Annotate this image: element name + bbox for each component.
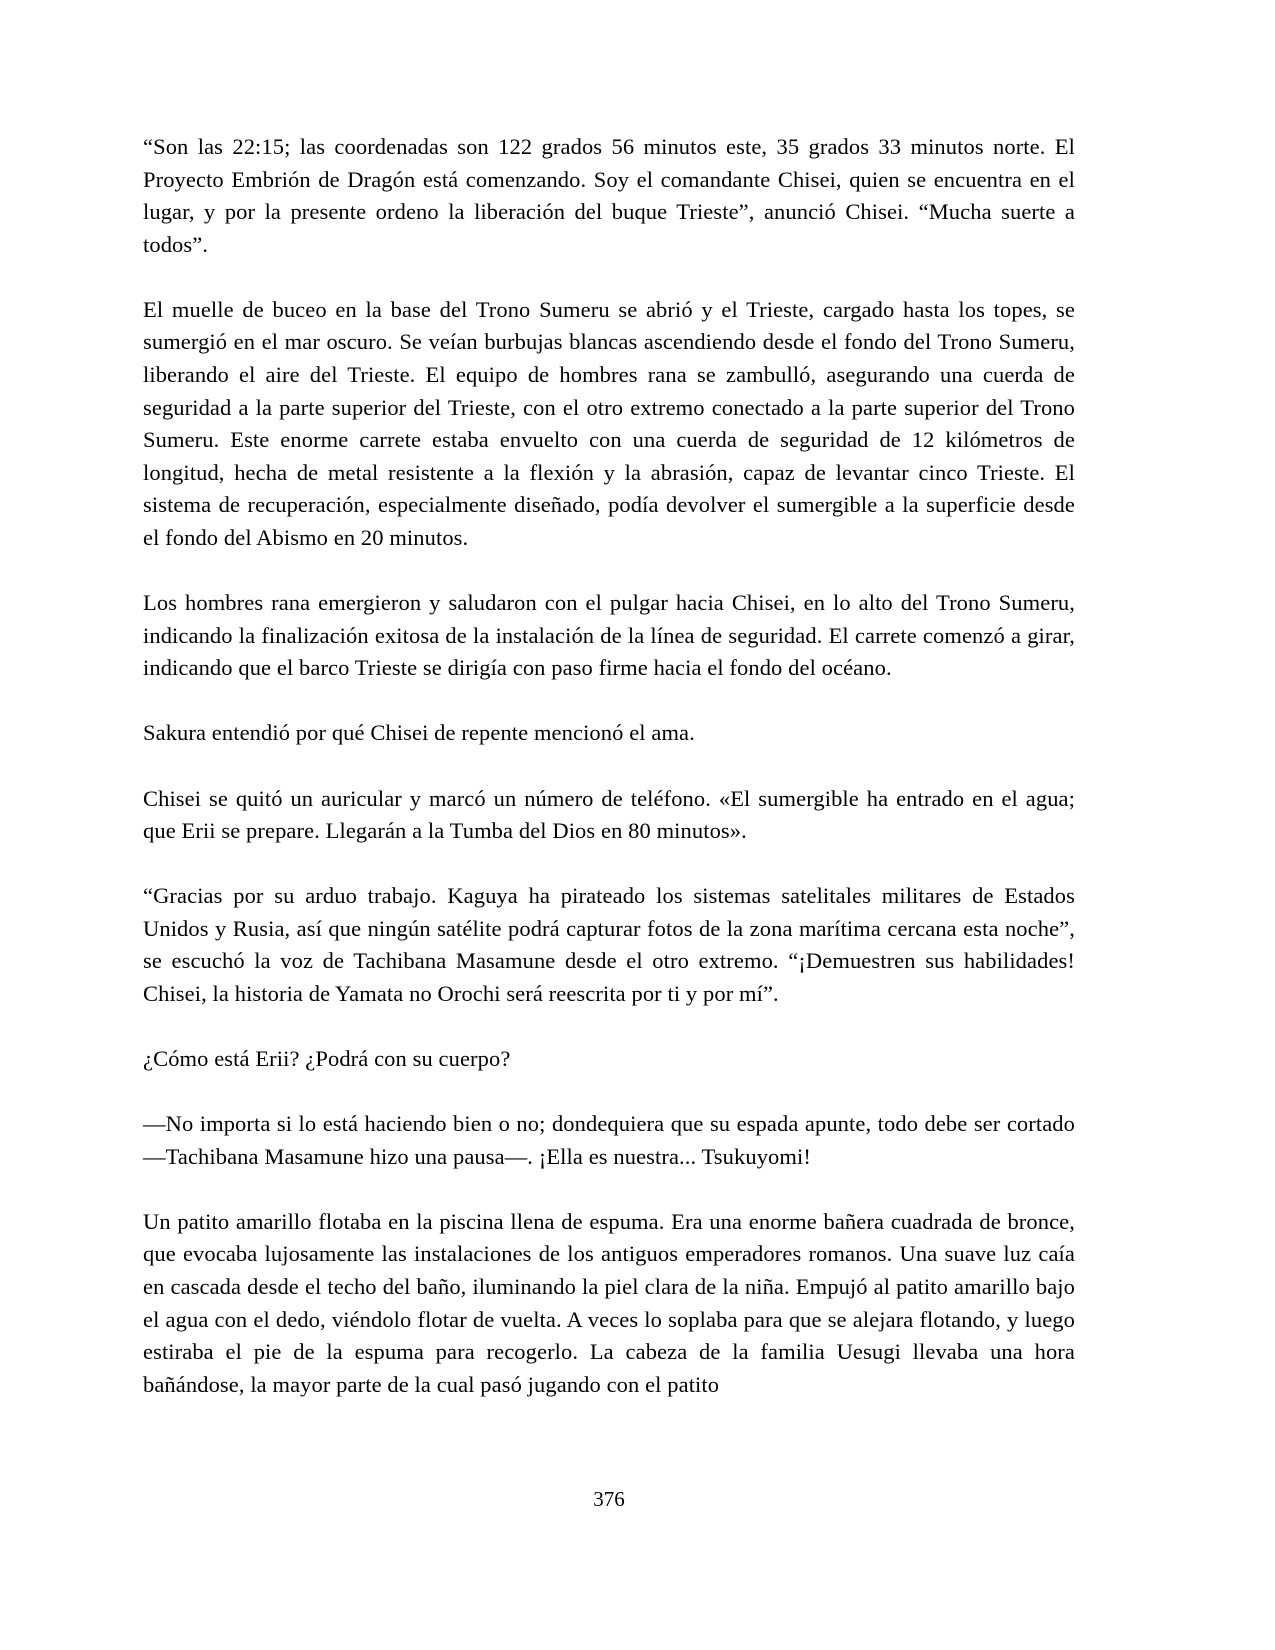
text-content [143,131,1075,1434]
paragraph: Chisei se quitó un auricular y marcó un número de teléfono. «El sumergible ha entrado en el agua; que Erii se prepare. Llegarán a la Tumba del Dios en 80 minutos». [143,785,1075,844]
paragraph: —No importa si lo está haciendo bien o no; dondequiera que su espada apunte, todo debe ser cortado —Tachibana Masamune hizo una pausa—. ¡Ella es nuestra... Tsukuyomi! [143,1111,1075,1169]
paragraph: “Gracias por su arduo trabajo. Kaguya ha pirateado los sistemas satelitales militares de Estados Unidos y Rusia, así que ningún satélite podrá capturar fotos de la zona marítima cercana esta noche”, se escuchó la voz de Tachibana Masamune desde el otro extremo. “¡Demuestren sus habilidades! Chisei, la historia de Yamata no Orochi será reescrita por ti y por mí”. [143,883,1075,1006]
paragraph: Un patito amarillo flotaba en la piscina llena de espuma. Era una enorme bañera cuadrada de bronce, que evocaba lujosamente las instalaciones de los antiguos emperadores romanos. Una suave luz caía en cascada desde el techo del baño, iluminando la piel clara de la niña. Empujó al patito amarillo bajo el agua con el dedo, viéndolo flotar de vuelta. A veces lo soplaba para que se alejara flotando, y luego estiraba el pie de la espuma para recogerlo. La cabeza de la familia Uesugi llevaba una hora bañándose, la mayor parte de la cual pasó jugando con el patito [143,1208,1075,1397]
page-number: 376 [593,1487,625,1511]
paragraph: ¿Cómo está Erii? ¿Podrá con su cuerpo? [143,1046,511,1072]
paragraph: Sakura entendió por qué Chisei de repente mencionó el ama. [143,720,695,746]
paragraph: El muelle de buceo en la base del Trono Sumeru se abrió y el Trieste, cargado hasta los topes, se sumergió en el mar oscuro. Se veían burbujas blancas ascendiendo desde el fondo del Trono Sumeru, liberando el aire del Trieste. El equipo de hombres rana se zambulló, asegurando una cuerda de seguridad a la parte superior del Trieste, con el otro extremo conectado a la parte superior del Trono Sumeru. Este enorme carrete estaba envuelto con una cuerda de seguridad de 12 kilómetros de longitud, hecha de metal resistente a la flexión y la abrasión, capaz de levantar cinco Trieste. El sistema de recuperación, especialmente diseñado, podía devolver el sumergible a la superficie desde el fondo del Abismo en 20 minutos. [143,296,1075,551]
paragraph: “Son las 22:15; las coordenadas son 122 grados 56 minutos este, 35 grados 33 minutos norte. El Proyecto Embrión de Dragón está comenzando. Soy el comandante Chisei, quien se encuentra en el lugar, y por la presente ordeno la liberación del buque Trieste”, anunció Chisei. “Mucha suerte a todos”. [143,134,1075,257]
paragraph: Los hombres rana emergieron y saludaron con el pulgar hacia Chisei, en lo alto del Trono Sumeru, indicando la finalización exitosa de la instalación de la línea de seguridad. El carrete comenzó a girar, indicando que el barco Trieste se dirigía con paso firme hacia el fondo del océano. [143,590,1075,681]
